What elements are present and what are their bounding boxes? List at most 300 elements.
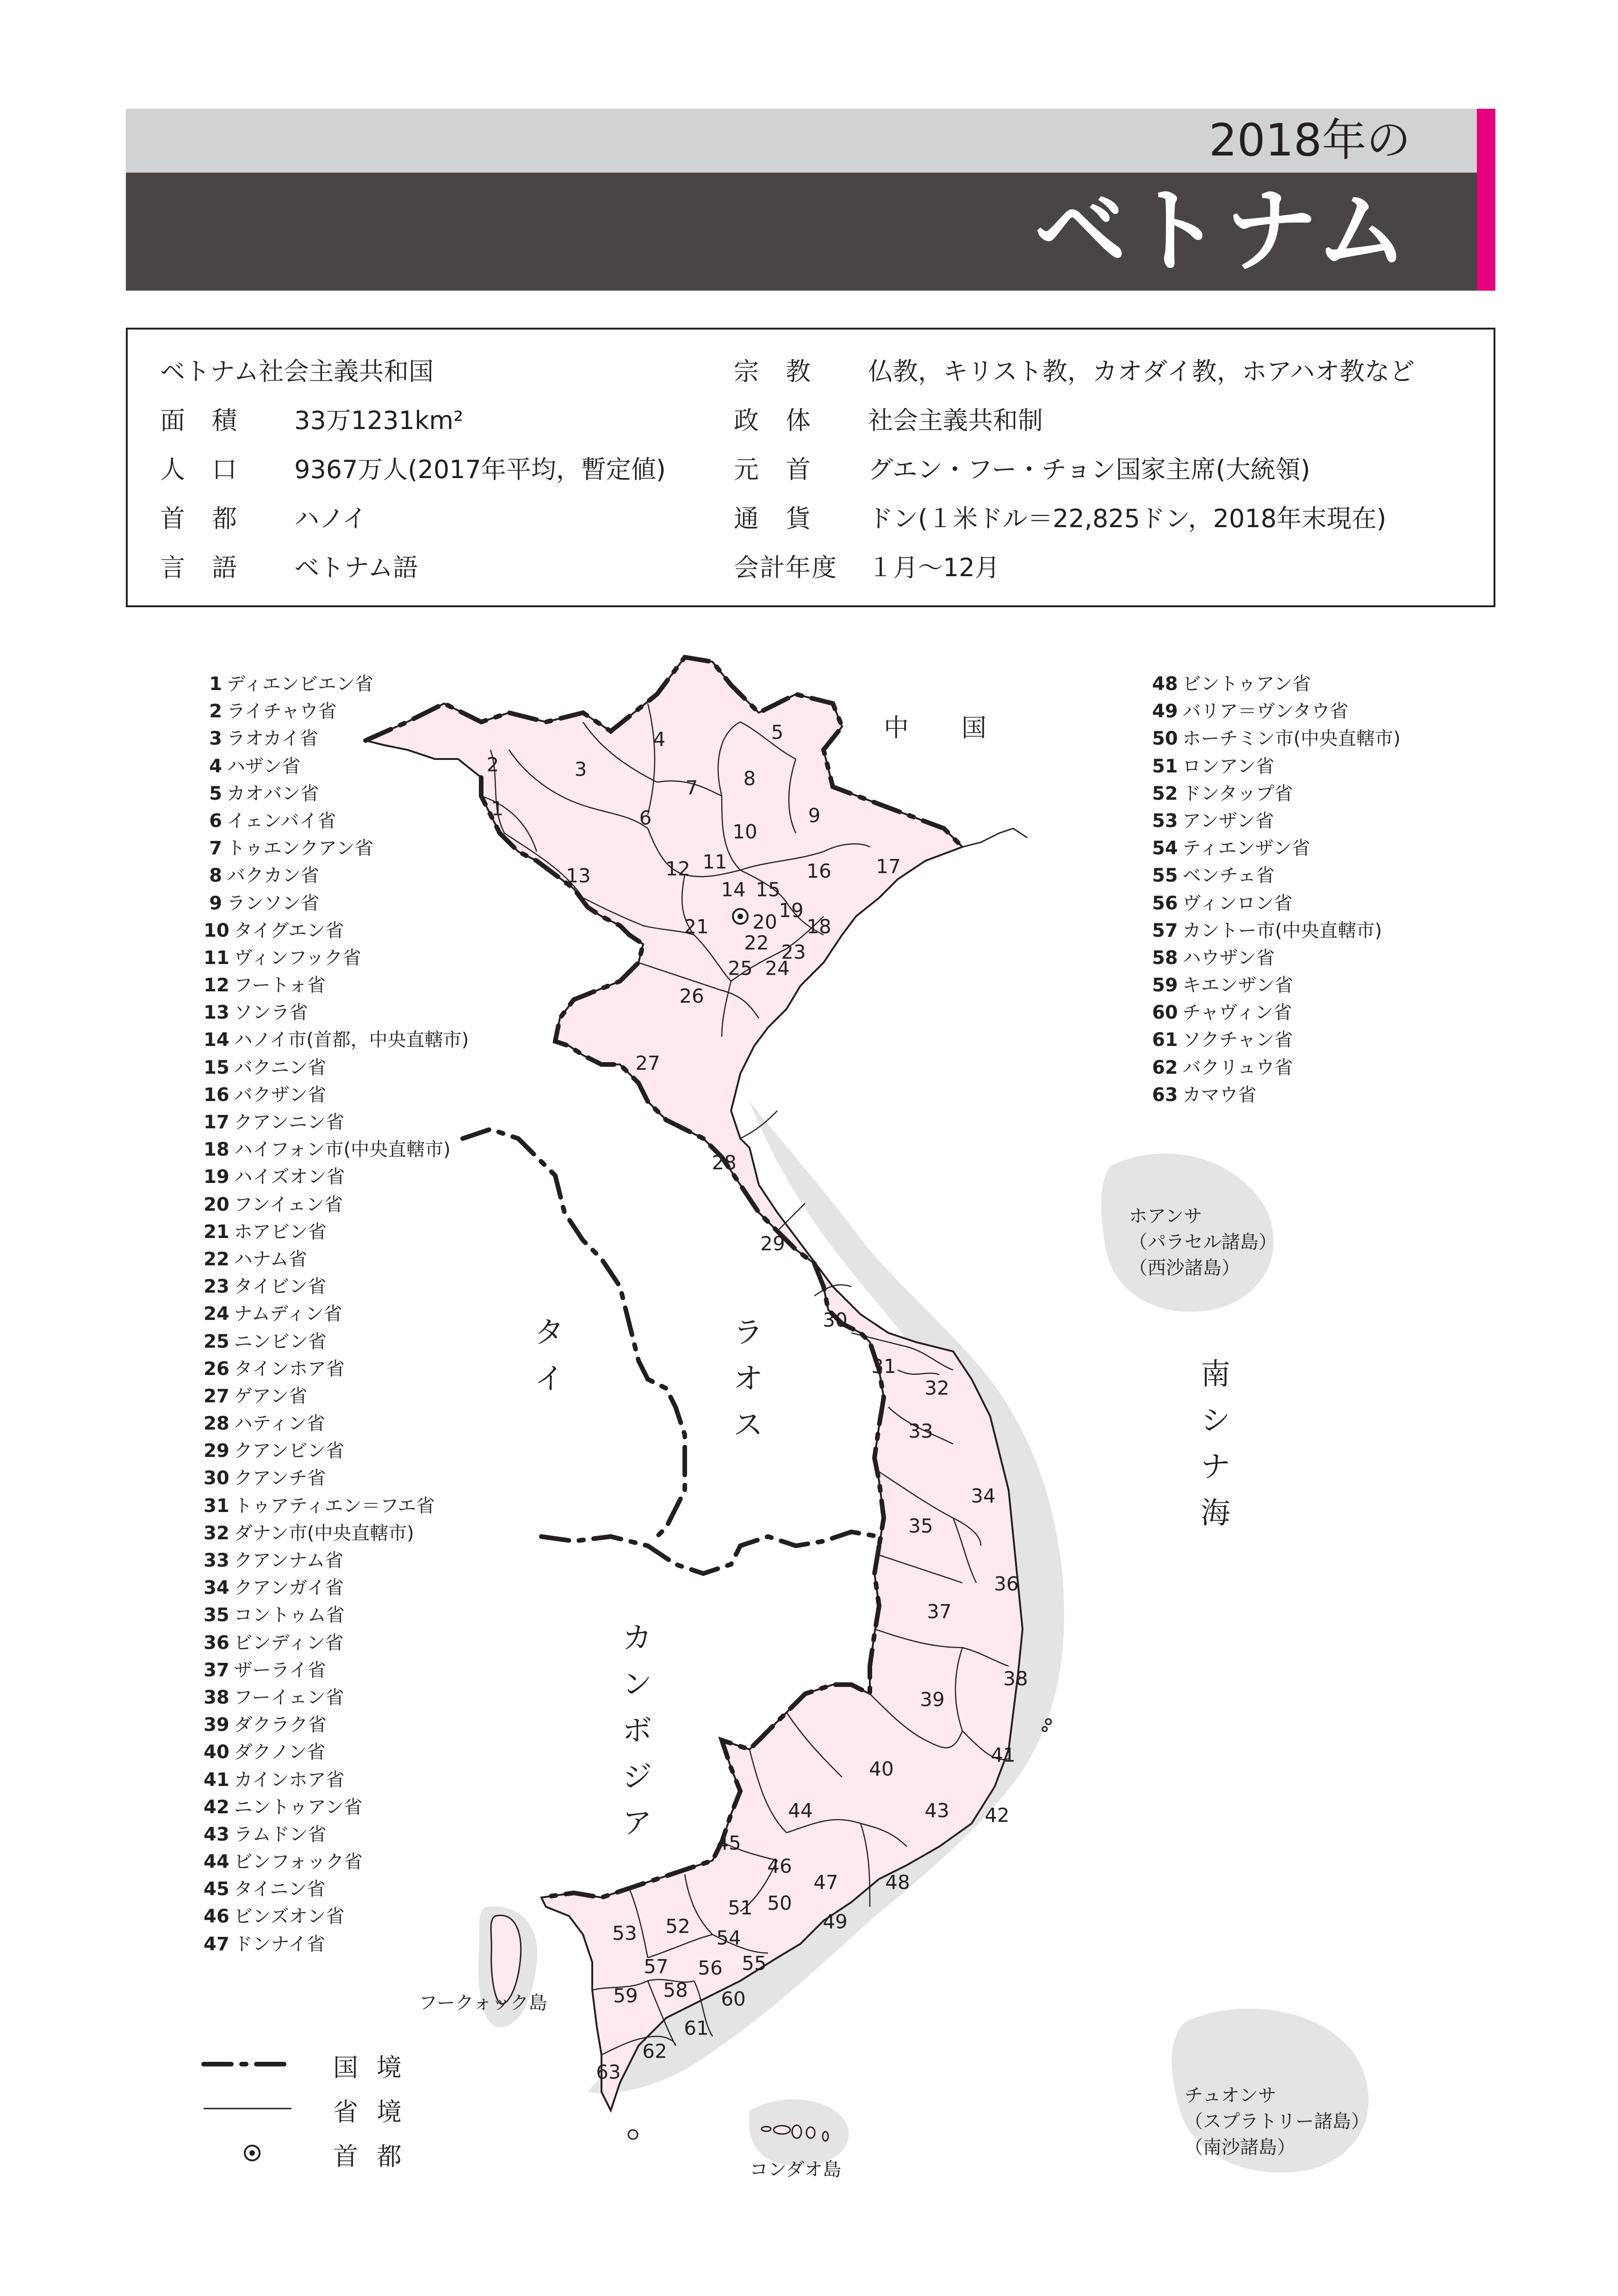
province-number: 26 [204, 1358, 229, 1380]
province-list-item [204, 1520, 469, 1547]
province-number: 43 [204, 1823, 229, 1845]
province-number: 32 [204, 1522, 229, 1544]
province-name: タイグエン省 [234, 920, 344, 941]
province-list-item [1152, 753, 1401, 780]
province-marker-52: 52 [665, 1915, 690, 1938]
province-name: ソクチャン省 [1182, 1029, 1293, 1051]
province-number: 9 [209, 892, 222, 914]
province-list-item [204, 1821, 469, 1848]
province-number: 61 [1152, 1029, 1178, 1051]
province-number: 60 [1152, 1002, 1178, 1024]
province-list-right [1152, 671, 1401, 1109]
province-number: 55 [1152, 865, 1178, 887]
province-marker-13: 13 [566, 864, 591, 887]
province-list-item [204, 1383, 469, 1410]
label-char: ボ [622, 1714, 652, 1748]
province-marker-24: 24 [765, 957, 790, 980]
province-list-item [204, 1027, 469, 1054]
province-name: クアンナム省 [234, 1550, 344, 1571]
province-list-item [1152, 917, 1401, 945]
province-name: ハザン省 [227, 755, 301, 777]
province-name: ハナム省 [234, 1248, 307, 1270]
province-name: トゥアティエン＝フエ省 [234, 1495, 435, 1517]
province-number: 15 [204, 1057, 229, 1078]
province-marker-60: 60 [721, 1987, 746, 2010]
province-number: 1 [209, 673, 222, 695]
province-list-item [204, 1300, 469, 1328]
province-marker-56: 56 [698, 1956, 723, 1979]
province-list-item [204, 862, 469, 890]
label-char: カ [622, 1621, 652, 1655]
province-name: ヴィンフック省 [234, 947, 361, 969]
province-list-item [1152, 890, 1401, 917]
legend-lines [204, 2064, 291, 2160]
province-marker-1: 1 [491, 797, 504, 820]
province-name: ベンチェ省 [1182, 865, 1275, 887]
province-marker-29: 29 [760, 1232, 785, 1255]
province-number: 31 [204, 1495, 229, 1517]
province-name: チャヴィン省 [1182, 1002, 1292, 1024]
province-name: キエンザン省 [1182, 975, 1293, 996]
province-marker-61: 61 [684, 2016, 709, 2040]
province-name: ロンアン省 [1182, 755, 1275, 777]
province-marker-19: 19 [779, 899, 804, 922]
info-value: 社会主義共和制 [868, 406, 1043, 435]
province-list-item [204, 1657, 469, 1684]
province-number: 37 [204, 1659, 229, 1681]
province-number: 14 [204, 1029, 229, 1051]
province-name: クアンビン省 [234, 1440, 345, 1462]
province-number: 30 [204, 1468, 229, 1489]
province-marker-30: 30 [823, 1308, 848, 1332]
label-thailand [534, 1310, 564, 1402]
province-marker-17: 17 [876, 855, 901, 878]
label-char: オ [733, 1362, 763, 1396]
province-number: 10 [204, 920, 229, 941]
province-name: ドンタップ省 [1182, 783, 1293, 804]
province-number: 33 [204, 1550, 229, 1571]
province-number: 40 [204, 1742, 229, 1763]
province-number: 48 [1152, 673, 1178, 695]
province-name: カマウ省 [1182, 1084, 1257, 1106]
province-marker-6: 6 [639, 806, 652, 829]
province-name: ナムディン省 [234, 1303, 342, 1325]
province-number: 12 [204, 975, 229, 996]
info-value: １月～12月 [868, 553, 1000, 582]
province-number: 52 [1152, 783, 1178, 804]
province-list-item [204, 945, 469, 972]
province-name: クアンガイ省 [234, 1577, 344, 1599]
province-list-item [1152, 862, 1401, 890]
province-list-item [1152, 671, 1401, 698]
province-number: 2 [209, 701, 222, 722]
province-list-item [204, 1356, 469, 1383]
island-label-line: （パラセル諸島） [1129, 1232, 1277, 1253]
province-marker-10: 10 [732, 820, 757, 843]
province-name: ランソン省 [227, 892, 319, 914]
province-name: ティエンザン省 [1182, 838, 1310, 859]
province-list-item [1152, 1054, 1401, 1082]
province-name: クアンチ省 [234, 1468, 326, 1489]
province-number: 21 [204, 1221, 229, 1243]
island-label-line: （南沙諸島） [1184, 2137, 1296, 2158]
province-marker-62: 62 [642, 2040, 667, 2063]
province-number: 57 [1152, 920, 1178, 941]
label-phu-quoc: フークォック島 [419, 1992, 547, 2014]
capital-marker [733, 909, 748, 924]
province-list-item [204, 698, 469, 725]
province-list-item [204, 1465, 469, 1492]
province-name: イェンバイ省 [227, 810, 336, 832]
province-name: ヴィンロン省 [1182, 892, 1293, 914]
province-list-item [204, 725, 469, 753]
province-name: ダクラク省 [234, 1714, 327, 1736]
province-list-item [1152, 835, 1401, 862]
province-number: 41 [204, 1769, 229, 1791]
province-number: 11 [204, 947, 229, 969]
info-value: 33万1231km² [294, 406, 464, 435]
province-list-item [204, 1493, 469, 1520]
info-key: 人 口 [160, 455, 238, 484]
province-list-item [204, 835, 469, 862]
province-name: タイビン省 [234, 1276, 326, 1298]
info-key: 面 積 [160, 406, 238, 435]
province-marker-4: 4 [653, 728, 666, 751]
province-marker-32: 32 [924, 1376, 949, 1400]
province-marker-50: 50 [767, 1892, 792, 1915]
province-marker-14: 14 [721, 878, 746, 901]
province-marker-15: 15 [756, 878, 781, 901]
province-list-item [204, 1054, 469, 1082]
label-china: 中 国 [884, 713, 1000, 742]
province-list-item [1152, 1027, 1401, 1054]
province-name: ライチャウ省 [227, 701, 337, 722]
province-list-item [1152, 1082, 1401, 1109]
province-number: 3 [209, 728, 222, 750]
province-list-item [204, 1547, 469, 1574]
province-marker-18: 18 [806, 915, 831, 938]
province-name: カオバン省 [227, 783, 319, 804]
province-name: ハティン省 [234, 1413, 325, 1435]
province-number: 38 [204, 1686, 229, 1708]
province-marker-51: 51 [728, 1896, 753, 1919]
province-marker-12: 12 [665, 857, 690, 880]
province-marker-28: 28 [712, 1151, 737, 1174]
province-marker-25: 25 [728, 957, 753, 980]
info-key: 政 体 [734, 406, 812, 435]
province-marker-39: 39 [920, 1688, 945, 1711]
province-list-item [1152, 780, 1401, 808]
info-key: 通 貨 [734, 504, 812, 533]
province-list-item [1152, 808, 1401, 835]
province-name: トゥエンクアン省 [227, 838, 373, 859]
label-char: 海 [1201, 1496, 1230, 1531]
province-number: 62 [1152, 1057, 1178, 1078]
province-list-item [204, 1876, 469, 1903]
label-laos [733, 1310, 763, 1449]
province-number: 56 [1152, 892, 1178, 914]
province-marker-23: 23 [781, 940, 806, 964]
province-number: 53 [1152, 810, 1178, 832]
label-char: 南 [1201, 1357, 1230, 1392]
province-list-item [204, 1602, 469, 1629]
province-marker-33: 33 [908, 1419, 933, 1443]
quang-ninh-coast [962, 828, 1027, 847]
label-char: ラ [733, 1316, 763, 1350]
province-list-item [204, 1328, 469, 1356]
province-list-item [204, 1931, 469, 1958]
province-name: ザーライ省 [234, 1659, 326, 1681]
province-number: 51 [1152, 755, 1178, 777]
province-name: ダナン市(中央直轄市) [234, 1522, 414, 1544]
island-label-line: チュオンサ [1184, 2085, 1277, 2106]
province-number: 7 [209, 838, 222, 859]
legend-border-country: 国境 [333, 2053, 420, 2082]
province-name: カントー市(中央直轄市) [1182, 920, 1382, 941]
province-list-item [1152, 945, 1401, 972]
province-marker-34: 34 [971, 1484, 996, 1507]
province-list-item [204, 808, 469, 835]
info-value: ハノイ [294, 504, 367, 533]
province-number: 34 [204, 1577, 229, 1599]
province-list-item [204, 1109, 469, 1136]
province-list-item [204, 999, 469, 1027]
province-marker-63: 63 [596, 2060, 621, 2084]
province-name: ビンディン省 [234, 1632, 344, 1654]
label-char: ジ [622, 1760, 652, 1794]
province-name: ハウザン省 [1182, 947, 1275, 969]
province-name: バクザン省 [234, 1084, 326, 1106]
province-marker-35: 35 [908, 1514, 933, 1537]
province-list-item [1152, 698, 1401, 725]
province-marker-3: 3 [574, 758, 587, 781]
label-char: シ [1201, 1404, 1230, 1438]
province-marker-49: 49 [823, 1910, 848, 1933]
province-name: カインホア省 [234, 1769, 345, 1791]
province-list-item [204, 917, 469, 945]
province-name: ホアビン省 [234, 1221, 327, 1243]
province-marker-41: 41 [991, 1743, 1016, 1767]
province-name: コントゥム省 [234, 1605, 345, 1626]
province-marker-37: 37 [927, 1600, 952, 1623]
province-number: 8 [209, 865, 222, 887]
province-number: 25 [204, 1331, 229, 1352]
label-south-china-sea [1201, 1351, 1230, 1537]
province-list-item [204, 1684, 469, 1711]
province-list-item [204, 1273, 469, 1300]
province-marker-38: 38 [1003, 1667, 1028, 1690]
province-list-item [204, 890, 469, 917]
province-number: 49 [1152, 701, 1178, 722]
info-key: 宗 教 [734, 357, 812, 386]
province-list-item [204, 1903, 469, 1930]
province-list-item [204, 1711, 469, 1739]
official-name: ベトナム社会主義共和国 [160, 357, 434, 386]
page-title: ベトナム [1034, 177, 1411, 285]
province-marker-44: 44 [788, 1799, 813, 1822]
info-value: 仏教，キリスト教，カオダイ教，ホアハオ教など [868, 357, 1415, 386]
province-marker-42: 42 [985, 1804, 1010, 1827]
info-value: ドン(１米ドル＝22,825ドン，2018年末現在) [868, 504, 1387, 533]
info-key: 首 都 [160, 504, 238, 533]
province-number: 6 [209, 810, 222, 832]
province-name: ハノイ市(首都，中央直轄市) [234, 1029, 469, 1051]
province-number: 63 [1152, 1084, 1178, 1106]
province-name: ゲアン省 [234, 1385, 308, 1407]
info-key: 言 語 [160, 553, 238, 582]
province-number: 42 [204, 1796, 229, 1818]
province-list-item [1152, 972, 1401, 999]
province-marker-36: 36 [994, 1572, 1019, 1595]
label-paracel-islands [1129, 1203, 1277, 1281]
province-marker-57: 57 [644, 1955, 669, 1978]
province-marker-55: 55 [742, 1952, 767, 1975]
province-list-item [204, 1410, 469, 1437]
province-number: 24 [204, 1303, 229, 1325]
province-name: ドンナイ省 [234, 1933, 325, 1955]
province-number: 54 [1152, 838, 1178, 859]
province-marker-53: 53 [612, 1922, 637, 1945]
province-list-item [204, 1437, 469, 1465]
province-marker-47: 47 [813, 1871, 838, 1894]
label-char: イ [534, 1362, 564, 1396]
province-list-item [204, 1246, 469, 1273]
island-label-line: （西沙諸島） [1129, 1257, 1240, 1279]
province-marker-45: 45 [716, 1831, 741, 1854]
province-marker-43: 43 [924, 1799, 949, 1822]
province-name: ディエンビエン省 [227, 673, 373, 695]
province-number: 22 [204, 1248, 229, 1270]
province-name: バクリュウ省 [1182, 1057, 1293, 1078]
info-value: グエン・フー・チョン国家主席(大統領) [868, 455, 1310, 484]
province-list-item [204, 1191, 469, 1219]
label-char: ナ [1201, 1450, 1230, 1484]
province-list-item [204, 1082, 469, 1109]
province-name: フーイェン省 [234, 1686, 344, 1708]
province-marker-8: 8 [743, 767, 756, 790]
province-number: 4 [209, 755, 222, 777]
province-number: 27 [204, 1385, 229, 1407]
province-name: バリア＝ヴンタウ省 [1182, 701, 1349, 722]
province-name: ホーチミン市(中央直轄市) [1182, 728, 1401, 750]
label-cambodia [622, 1615, 652, 1847]
province-name: ビントゥアン省 [1182, 673, 1311, 695]
province-number: 39 [204, 1714, 229, 1736]
island-label-line: （スプラトリー諸島） [1184, 2111, 1370, 2132]
province-marker-20: 20 [752, 910, 777, 933]
province-list-left [204, 671, 469, 1958]
province-marker-5: 5 [771, 721, 784, 744]
province-list-item [204, 1574, 469, 1602]
province-marker-59: 59 [613, 1984, 638, 2007]
province-number: 47 [204, 1933, 229, 1955]
province-number: 35 [204, 1605, 229, 1626]
label-spratly-islands [1184, 2083, 1370, 2160]
province-list-item [204, 780, 469, 808]
province-name: アンザン省 [1182, 810, 1274, 832]
province-list-item [204, 1794, 469, 1821]
province-marker-31: 31 [871, 1355, 896, 1378]
province-name: ハイズオン省 [234, 1166, 345, 1188]
province-number: 46 [204, 1906, 229, 1928]
province-number: 45 [204, 1879, 229, 1900]
province-number: 50 [1152, 728, 1178, 750]
province-list-item [204, 1219, 469, 1246]
label-char: ア [622, 1806, 652, 1841]
province-marker-7: 7 [685, 776, 698, 799]
province-name: ビンズオン省 [234, 1906, 345, 1928]
province-name: タインホア省 [234, 1358, 345, 1380]
province-number: 28 [204, 1413, 229, 1435]
province-list-item [204, 1136, 469, 1164]
province-list-item [1152, 725, 1401, 753]
province-name: ラムドン省 [234, 1823, 327, 1845]
province-number: 58 [1152, 947, 1178, 969]
province-list-item [204, 1630, 469, 1657]
province-number: 20 [204, 1194, 229, 1215]
province-number: 18 [204, 1139, 229, 1161]
province-marker-11: 11 [702, 850, 727, 873]
province-name: ニントゥアン省 [234, 1796, 363, 1818]
label-char: ン [622, 1668, 652, 1702]
info-key: 元 首 [734, 455, 812, 484]
province-name: ラオカイ省 [227, 728, 318, 750]
province-name: ビンフォック省 [234, 1851, 363, 1873]
province-marker-2: 2 [486, 753, 499, 776]
label-con-dao: コンダオ島 [750, 2159, 842, 2180]
province-marker-46: 46 [767, 1854, 792, 1878]
province-list-item [204, 1767, 469, 1794]
province-marker-21: 21 [684, 915, 709, 938]
province-number: 17 [204, 1112, 229, 1133]
province-name: ソンラ省 [234, 1002, 308, 1024]
province-marker-58: 58 [663, 1979, 688, 2002]
province-number: 5 [209, 783, 222, 804]
legend-border-province: 省境 [333, 2097, 420, 2127]
province-marker-40: 40 [869, 1757, 894, 1780]
province-name: クアンニン省 [234, 1112, 345, 1133]
province-marker-22: 22 [744, 931, 769, 954]
province-name: ニンビン省 [234, 1331, 327, 1352]
province-list-item [204, 671, 469, 698]
province-name: バクニン省 [234, 1057, 326, 1078]
province-marker-16: 16 [806, 859, 831, 883]
info-value: ベトナム語 [294, 553, 418, 582]
province-number: 29 [204, 1440, 229, 1462]
province-marker-54: 54 [716, 1926, 741, 1949]
province-number: 16 [204, 1084, 229, 1106]
province-number: 19 [204, 1166, 229, 1188]
province-list-item [1152, 999, 1401, 1027]
province-list-item [204, 1164, 469, 1191]
province-marker-48: 48 [885, 1871, 910, 1894]
province-name: タイニン省 [234, 1879, 326, 1900]
island-label-line: ホアンサ [1129, 1206, 1203, 1227]
province-name: バクカン省 [227, 865, 319, 887]
province-name: フンイェン省 [234, 1194, 343, 1215]
label-char: ス [733, 1408, 763, 1443]
info-key: 会計年度 [734, 553, 837, 582]
province-number: 59 [1152, 975, 1178, 996]
province-list-item [204, 753, 469, 780]
province-marker-27: 27 [635, 1052, 660, 1075]
province-number: 13 [204, 1002, 229, 1024]
province-name: フートォ省 [234, 975, 326, 996]
province-name: ハイフォン市(中央直轄市) [234, 1139, 451, 1161]
province-marker-26: 26 [679, 984, 704, 1008]
province-number: 44 [204, 1851, 229, 1873]
legend-capital: 首都 [333, 2142, 420, 2171]
